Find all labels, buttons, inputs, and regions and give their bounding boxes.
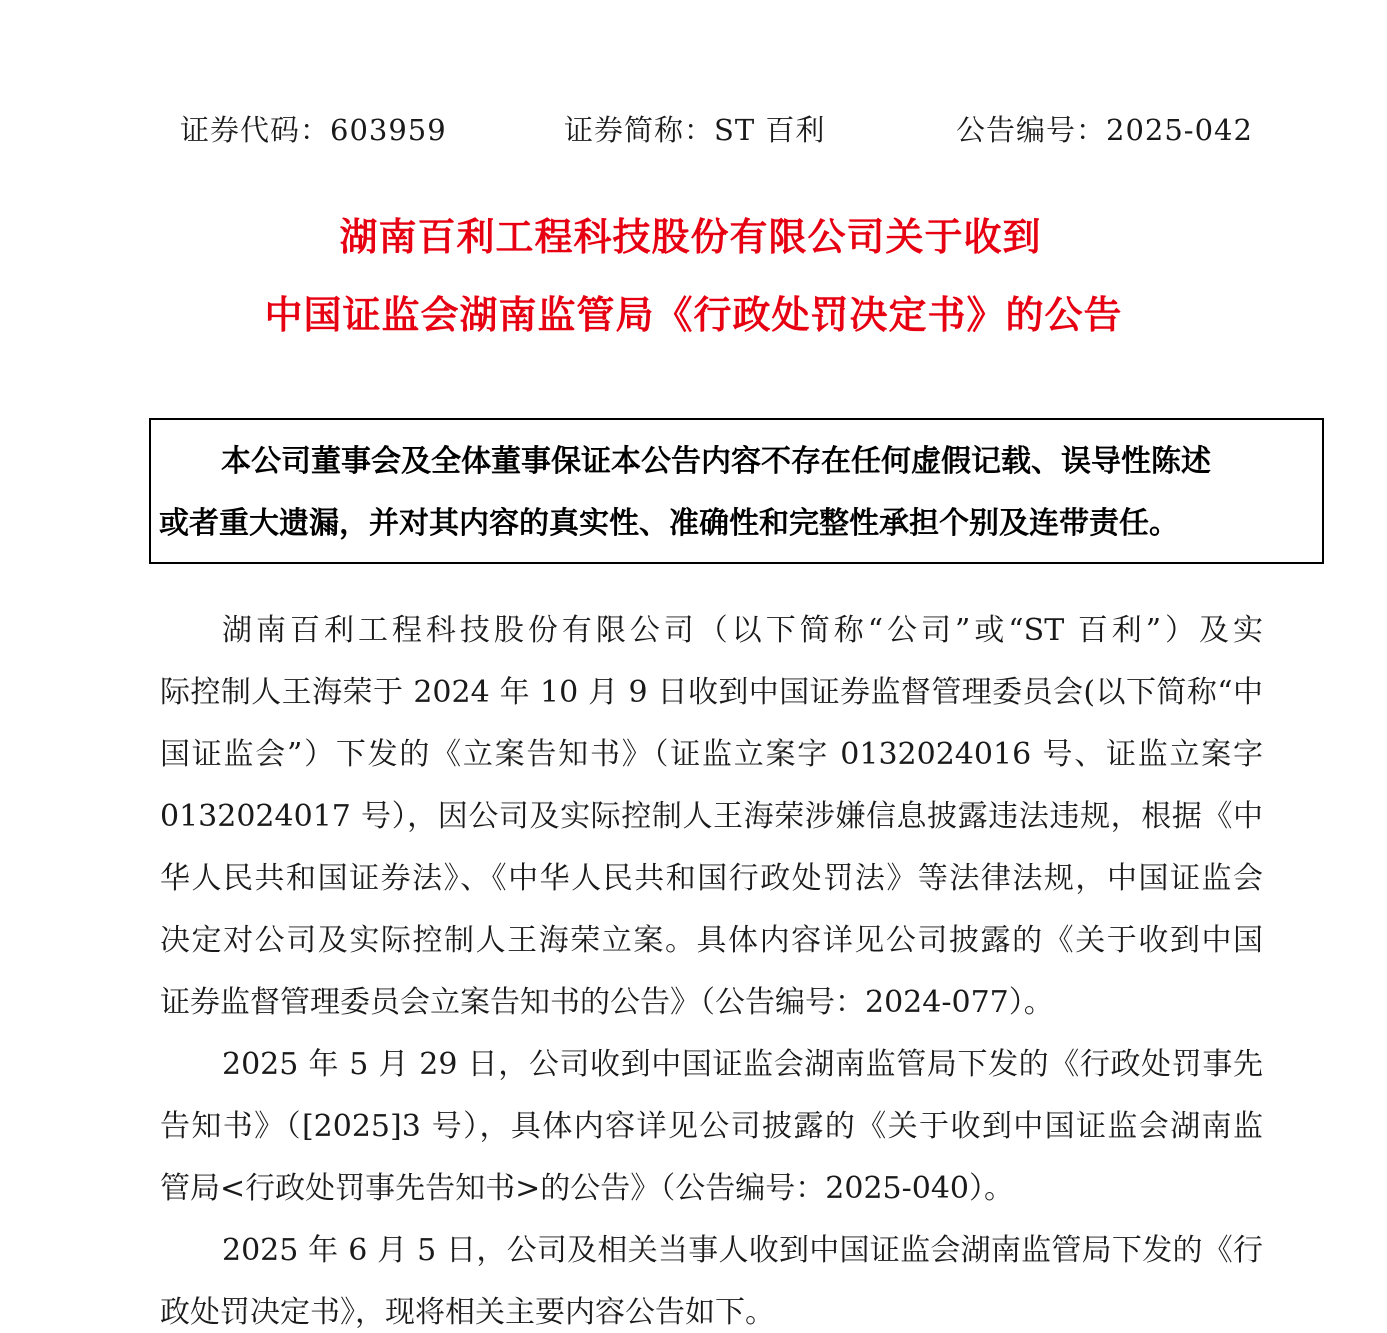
body-line: 国证监会”）下发的《立案告知书》（证监立案字 0132024016 号、证监立案字	[160, 737, 1263, 772]
notice-line-2: 或者重大遗漏，并对其内容的真实性、准确性和完整性承担个别及连带责任。	[159, 506, 1179, 541]
body-line: 告知书》（[2025]3 号），具体内容详见公司披露的《关于收到中国证监会湖南监	[160, 1109, 1263, 1144]
title-line-2: 中国证监会湖南监管局《行政处罚决定书》的公告	[264, 293, 1123, 337]
body-line: 际控制人王海荣于 2024 年 10 月 9 日收到中国证券监督管理委员会(以下简称“中	[160, 675, 1263, 710]
title-line-1: 湖南百利工程科技股份有限公司关于收到	[339, 215, 1042, 259]
body-line: 管局<行政处罚事先告知书>的公告》（公告编号：2025-040）。	[160, 1171, 1015, 1206]
body-line: 证券监督管理委员会立案告知书的公告》（公告编号：2024-077）。	[160, 985, 1054, 1020]
body-line: 华人民共和国证券法》、《中华人民共和国行政处罚法》等法律法规，中国证监会	[160, 861, 1263, 896]
board-guarantee-notice	[149, 418, 1324, 564]
body-line: 湖南百利工程科技股份有限公司（以下简称“公司”或“ST 百利”）及实	[222, 613, 1263, 648]
document-header	[0, 108, 1387, 158]
body-line: 0132024017 号），因公司及实际控制人王海荣涉嫌信息披露违法违规，根据《中	[160, 799, 1263, 834]
body-line: 政处罚决定书》，现将相关主要内容公告如下。	[160, 1295, 775, 1330]
body-line: 2025 年 5 月 29 日，公司收到中国证监会湖南监管局下发的《行政处罚事先	[222, 1047, 1263, 1082]
notice-line-1: 本公司董事会及全体董事保证本公告内容不存在任何虚假记载、误导性陈述	[221, 444, 1211, 479]
announcement-number: 公告编号：2025-042	[956, 113, 1253, 147]
security-code: 证券代码：603959	[180, 113, 447, 147]
security-abbreviation: 证券简称：ST 百利	[564, 113, 826, 147]
body-line: 2025 年 6 月 5 日，公司及相关当事人收到中国证监会湖南监管局下发的《行	[222, 1233, 1263, 1268]
body-line: 决定对公司及实际控制人王海荣立案。具体内容详见公司披露的《关于收到中国	[160, 923, 1263, 958]
